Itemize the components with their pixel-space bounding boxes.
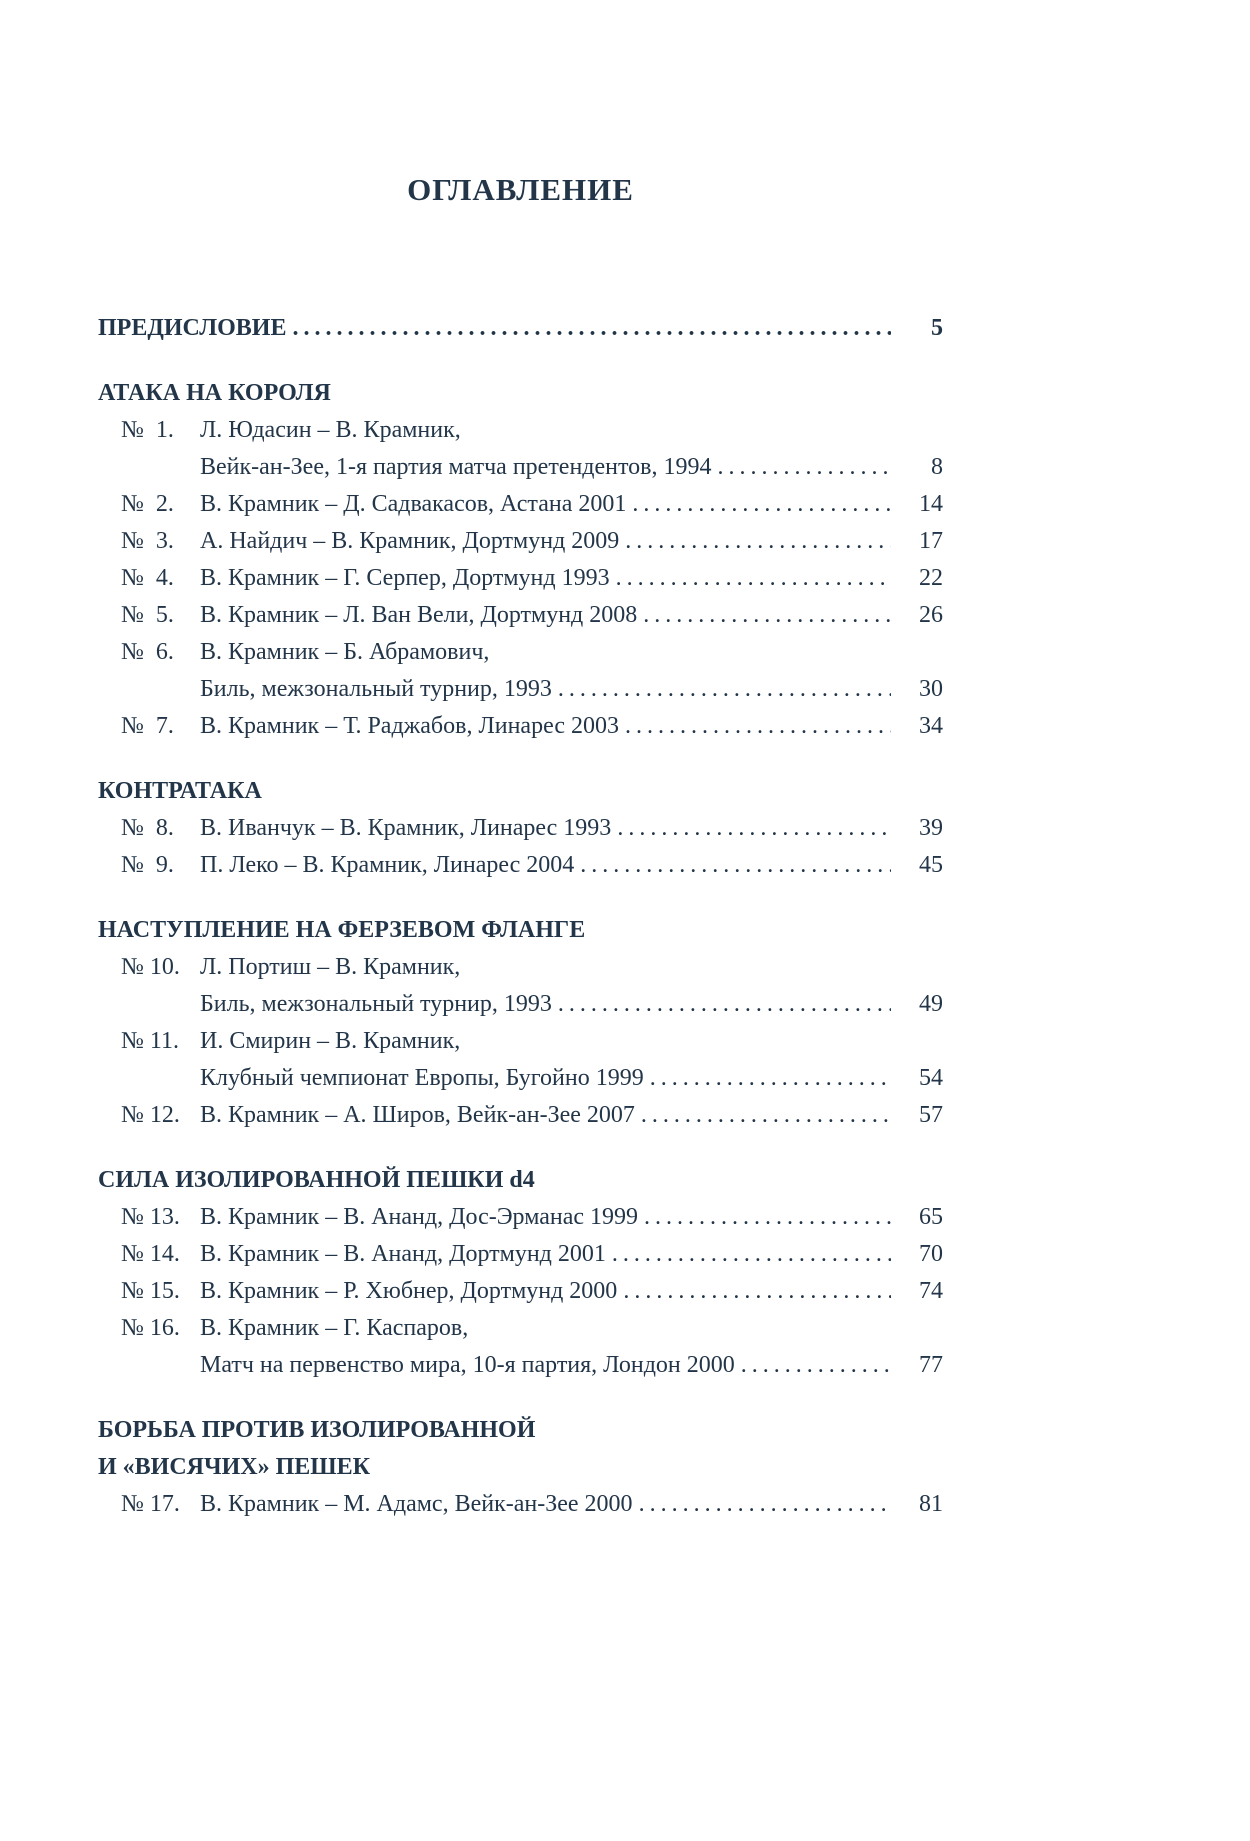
entry-title: ПРЕДИСЛОВИЕ [98, 315, 287, 341]
entry-title: В. Крамник – Д. Садвакасов, Астана 2001 [200, 491, 627, 517]
entry-title: В. Крамник – Г. Серпер, Дортмунд 1993 [200, 565, 610, 591]
toc-row [98, 986, 943, 1023]
page-number: 39 [919, 815, 943, 841]
entry-number-label: № 16. [121, 1315, 180, 1341]
toc-row [98, 523, 943, 560]
entry-number-label: № 5. [121, 602, 174, 628]
entry-title: В. Крамник – Л. Ван Вели, Дортмунд 2008 [200, 602, 638, 628]
dot-leader [639, 1486, 891, 1523]
dot-leader [617, 810, 891, 847]
page-number: 17 [919, 528, 943, 554]
dot-leader [625, 523, 891, 560]
section-heading: КОНТРАТАКА [98, 778, 262, 804]
dot-leader [623, 1273, 891, 1310]
entry-number-label: № 6. [121, 639, 174, 665]
toc-row [98, 1023, 943, 1060]
entry-title: П. Леко – В. Крамник, Линарес 2004 [200, 852, 575, 878]
page-number: 45 [919, 852, 943, 878]
toc-row [98, 671, 943, 708]
section-heading: НАСТУПЛЕНИЕ НА ФЕРЗЕВОМ ФЛАНГЕ [98, 917, 586, 943]
entry-title: Матч на первенство мира, 10-я партия, Лондон 2000 [200, 1352, 735, 1378]
toc-row [98, 1236, 943, 1273]
page-number: 26 [919, 602, 943, 628]
toc-row [98, 1199, 943, 1236]
page-number: 70 [919, 1241, 943, 1267]
dot-leader [643, 597, 891, 634]
toc-row [98, 597, 943, 634]
entry-title: И. Смирин – В. Крамник, [200, 1028, 461, 1054]
entry-number-label: № 3. [121, 528, 174, 554]
entry-title: Биль, межзональный турнир, 1993 [200, 991, 552, 1017]
entry-title: Л. Юдасин – В. Крамник, [200, 417, 461, 443]
toc-row [98, 847, 943, 884]
entry-number-label: № 14. [121, 1241, 180, 1267]
entry-number-label: № 10. [121, 954, 180, 980]
dot-leader [292, 310, 891, 347]
entry-title: В. Крамник – М. Адамс, Вейк-ан-Зее 2000 [200, 1491, 633, 1517]
section-heading: СИЛА ИЗОЛИРОВАННОЙ ПЕШКИ d4 [98, 1167, 535, 1193]
entry-title: В. Крамник – А. Широв, Вейк-ан-Зее 2007 [200, 1102, 635, 1128]
page-number: 81 [919, 1491, 943, 1517]
entry-number-label: № 12. [121, 1102, 180, 1128]
page-number: 74 [919, 1278, 943, 1304]
dot-leader [580, 847, 891, 884]
toc-row [98, 1060, 943, 1097]
toc-section [98, 912, 943, 1134]
entry-title: В. Крамник – Т. Раджабов, Линарес 2003 [200, 713, 619, 739]
section-heading: И «ВИСЯЧИХ» ПЕШЕК [98, 1454, 371, 1480]
toc-section [98, 1162, 943, 1384]
toc-section [98, 773, 943, 884]
toc-row [98, 560, 943, 597]
toc-row [98, 486, 943, 523]
toc-row [98, 1347, 943, 1384]
toc-row [98, 949, 943, 986]
page-number: 14 [919, 491, 943, 517]
entry-title: Биль, межзональный турнир, 1993 [200, 676, 552, 702]
dot-leader [616, 560, 891, 597]
toc-row [98, 412, 943, 449]
entry-number-label: № 9. [121, 852, 174, 878]
page-number: 49 [919, 991, 943, 1017]
toc-section [98, 1412, 943, 1523]
page-number: 77 [919, 1352, 943, 1378]
entry-number-label: № 13. [121, 1204, 180, 1230]
page-number: 57 [919, 1102, 943, 1128]
page-number: 54 [919, 1065, 943, 1091]
entry-number-label: № 15. [121, 1278, 180, 1304]
entry-title: В. Крамник – В. Ананд, Дортмунд 2001 [200, 1241, 606, 1267]
entry-title: Вейк-ан-Зее, 1-я партия матча претендентов, 1994 [200, 454, 712, 480]
toc-row [98, 1273, 943, 1310]
dot-leader [650, 1060, 891, 1097]
entry-number-label: № 4. [121, 565, 174, 591]
page-number: 65 [919, 1204, 943, 1230]
page-number: 5 [931, 315, 943, 341]
section-heading: БОРЬБА ПРОТИВ ИЗОЛИРОВАННОЙ [98, 1417, 536, 1443]
entry-number-label: № 8. [121, 815, 174, 841]
toc-row [98, 708, 943, 745]
entry-number-label: № 1. [121, 417, 174, 443]
page-number: 22 [919, 565, 943, 591]
page-number: 8 [931, 454, 943, 480]
dot-leader [632, 486, 891, 523]
dot-leader [612, 1236, 891, 1273]
dot-leader [625, 708, 891, 745]
toc-row [98, 449, 943, 486]
dot-leader [741, 1347, 891, 1384]
entry-title: В. Крамник – В. Ананд, Дос-Эрманас 1999 [200, 1204, 639, 1230]
entry-title: В. Крамник – Р. Хюбнер, Дортмунд 2000 [200, 1278, 618, 1304]
page-number: 34 [919, 713, 943, 739]
dot-leader [558, 671, 891, 708]
entry-number-label: № 7. [121, 713, 174, 739]
dot-leader [718, 449, 891, 486]
dot-leader [641, 1097, 891, 1134]
toc-row [98, 810, 943, 847]
toc-section [98, 375, 943, 745]
entry-title: Клубный чемпионат Европы, Бугойно 1999 [200, 1065, 644, 1091]
toc-row [98, 310, 943, 347]
entry-number-label: № 17. [121, 1491, 180, 1517]
entry-title: А. Найдич – В. Крамник, Дортмунд 2009 [200, 528, 620, 554]
page-number: 30 [919, 676, 943, 702]
entry-number-label: № 2. [121, 491, 174, 517]
toc-page [98, 0, 943, 1523]
page-title: ОГЛАВЛЕНИЕ [407, 172, 634, 207]
entry-number-label: № 11. [121, 1028, 180, 1054]
toc-list [98, 310, 943, 1523]
dot-leader [558, 986, 891, 1023]
entry-title: Л. Портиш – В. Крамник, [200, 954, 461, 980]
toc-section [98, 310, 943, 347]
entry-title: В. Крамник – Б. Абрамович, [200, 639, 490, 665]
section-heading: АТАКА НА КОРОЛЯ [98, 380, 331, 406]
entry-title: В. Иванчук – В. Крамник, Линарес 1993 [200, 815, 612, 841]
toc-row [98, 634, 943, 671]
toc-row [98, 1097, 943, 1134]
toc-row [98, 1310, 943, 1347]
dot-leader [644, 1199, 891, 1236]
toc-row [98, 1486, 943, 1523]
entry-title: В. Крамник – Г. Каспаров, [200, 1315, 469, 1341]
